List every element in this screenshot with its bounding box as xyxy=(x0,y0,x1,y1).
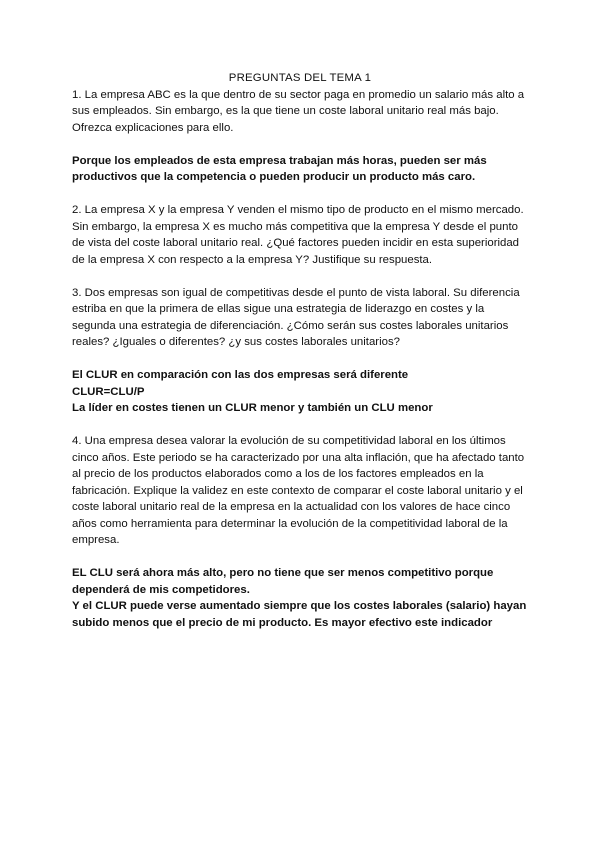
answer-1: Porque los empleados de esta empresa trabajan más horas, pueden ser más productivos que la competencia o pueden producir un producto más caro. xyxy=(72,154,487,183)
document-page xyxy=(72,70,528,631)
answer-4-line-1: EL CLU será ahora más alto, pero no tiene que ser menos competitivo porque dependerá de mis competidores. xyxy=(72,567,494,596)
spacer xyxy=(72,136,528,153)
answer-3-line-1: El CLUR en comparación con las dos empresas será diferente xyxy=(72,369,409,381)
question-1: 1. La empresa ABC es la que dentro de su sector paga en promedio un salario más alto a sus empleados. Sin embargo, es la que tiene un coste laboral unitario real más bajo. Ofrezca explicaciones para ello. xyxy=(72,88,525,134)
document-title: PREGUNTAS DEL TEMA 1 xyxy=(228,72,372,84)
spacer xyxy=(72,549,528,566)
spacer xyxy=(72,268,528,285)
answer-3-line-2: CLUR=CLU/P xyxy=(72,385,145,398)
spacer xyxy=(72,186,528,203)
question-3: 3. Dos empresas son igual de competitivas desde el punto de vista laboral. Su diferencia estriba en que la primera de ellas sigue una estrategia de liderazgo en costes y la segunda una estrategia de diferenciación. ¿Cómo serán sus costes laborales unitarios reales? ¿Iguales o diferentes? ¿y sus costes laborales unitarios? xyxy=(72,286,520,348)
answer-3-line-3: La líder en costes tienen un CLUR menor y también un CLU menor xyxy=(72,402,433,414)
spacer xyxy=(72,417,528,434)
answer-4-line-2: Y el CLUR puede verse aumentado siempre que los costes laborales (salario) hayan subido menos que el precio de mi producto. Es mayor efectivo este indicador xyxy=(72,600,527,629)
spacer xyxy=(72,351,528,368)
question-2: 2. La empresa X y la empresa Y venden el mismo tipo de producto en el mismo mercado. Sin embargo, la empresa X es mucho más competitiva que la empresa Y desde el punto de vista del coste laboral unitario real. ¿Qué factores pueden incidir en esta superioridad de la empresa X con respecto a la empresa Y? Justifique su respuesta. xyxy=(72,204,524,266)
question-4: 4. Una empresa desea valorar la evolución de su competitividad laboral en los últimos cinco años. Este periodo se ha caracterizado por una alta inflación, que ha afectado tanto al precio de los productos elaborados como a los de los factores empleados en la fabricación. Explique la validez en este contexto de comparar el coste laboral unitario y el coste laboral unitario real de la empresa en la actualidad con los valores de hace cinco años como herramienta para determinar la evolución de la competitividad laboral de la empresa. xyxy=(72,435,525,546)
